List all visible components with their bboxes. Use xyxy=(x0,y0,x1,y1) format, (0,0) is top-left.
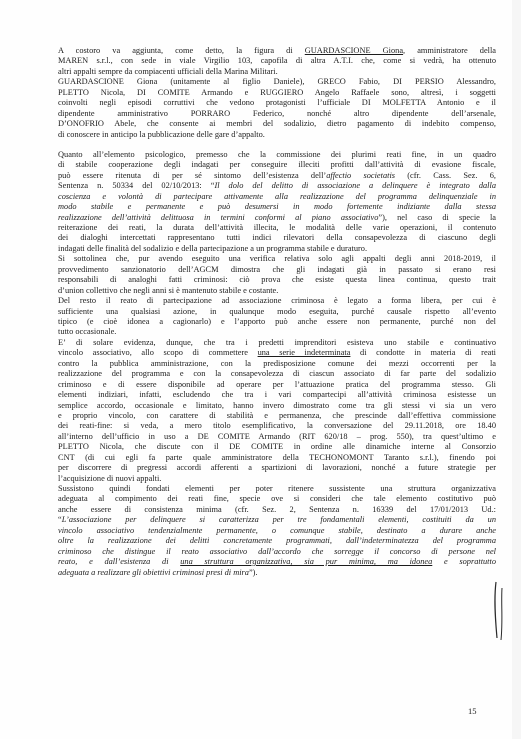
italic-text: affectio societatis xyxy=(326,170,396,180)
text-segment: Sussistono quindi fondati elementi per poter ritenere sussistente una struttura organizzativa xyxy=(58,484,496,494)
italic-text: L’associazione per delinquere si caratterizza per tre fondamentali elementi, costituiti da un xyxy=(61,515,496,525)
text-line xyxy=(58,77,496,87)
underlined-text: una serie indeterminata xyxy=(257,348,351,358)
underlined-text: una struttura organizzativa, sia pur minima, ma idonea xyxy=(180,557,433,567)
text-segment: MAREN s.r.l., con sede in viale Virgilio 103, capofila di altra A.T.I. che, come si vedrà, ha ottenuto xyxy=(58,56,496,66)
underlined-text: GUARDASCIONE Giona xyxy=(304,46,404,55)
text-segment: contro la pubblica amministrazione, con la predisposizione comune dei mezzi occorrenti per la xyxy=(58,358,496,368)
text-segment: D’ONOFRIO Abele, che consente ai membri del sodalizio, dietro pagamento di indebito compenso, xyxy=(58,119,496,129)
text-segment: anche essere di consistenza minima (cfr. Sez. 2, Sentenza n. 16339 del 17/01/2013 Ud.: xyxy=(58,504,496,514)
text-line xyxy=(58,213,496,223)
text-line xyxy=(58,98,496,108)
text-line xyxy=(58,150,496,160)
text-line xyxy=(58,275,496,285)
text-line xyxy=(58,568,496,578)
text-segment: (cfr. Cass. Sez. 6, xyxy=(395,170,496,180)
text-segment: di condotte in materia di reati xyxy=(350,348,496,358)
text-segment: tipico (e cioè idonea a cagionarlo) e l’apporto può anche essere non permanente, purché non del xyxy=(58,317,496,326)
text-segment: Si sottolinea che, pur avendo eseguito una verifica relativa solo agli appalti degli anni 2018-2019, il xyxy=(58,254,496,264)
text-segment: ”). xyxy=(248,567,258,577)
text-line xyxy=(58,67,496,77)
page-number: 15 xyxy=(468,706,477,716)
text-segment: realizzazione del programma e con la consapevolezza di ciascun associato di far parte del sodalizio xyxy=(58,369,496,379)
text-line xyxy=(58,348,496,358)
text-segment: E’ di solare evidenza, dunque, che tra i predetti imprenditori esisteva uno stabile e continuativo xyxy=(58,337,496,347)
text-line xyxy=(58,244,496,254)
italic-text: oltre la realizzazione dei delitti concretamente programmati, dall’indeterminatezza del programma xyxy=(58,536,496,546)
text-segment: responsabili di analoghi fatti criminosi: ciò prova che esiste questa linea continua, questo trait xyxy=(58,275,496,285)
text-line xyxy=(58,474,496,484)
text-line xyxy=(58,160,496,170)
text-line xyxy=(58,233,496,243)
text-line xyxy=(58,109,496,119)
text-line xyxy=(58,453,496,463)
text-segment: di stabile cooperazione degli indagati per conseguire illeciti profitti dall’attività di evasione fiscale, xyxy=(58,160,496,170)
text-segment: Sentenza n. 50334 del 02/10/2013: “ xyxy=(58,181,215,191)
text-line xyxy=(58,505,496,515)
text-line xyxy=(58,515,496,525)
text-segment: dei reati-fine: si veda, a mero titolo esemplificativo, la conversazione del 29.11.2018, ore 18.40 xyxy=(58,421,496,431)
text-line xyxy=(58,286,496,296)
text-line xyxy=(58,369,496,379)
italic-text: criminoso che distingue il reato associativo dall’accordo che sorregge il concorso di persone nel xyxy=(58,546,496,556)
text-line xyxy=(58,526,496,536)
document-body xyxy=(58,46,496,578)
text-line xyxy=(58,202,496,212)
text-segment: dipendente amministrativo PORRARO Federico, nonché altro dipendente dell’arsenale, xyxy=(58,108,496,118)
text-line xyxy=(58,380,496,390)
text-line xyxy=(58,296,496,306)
text-line xyxy=(58,432,496,442)
text-segment: d’union collettivo che negli anni si è mantenuto stabile e costante. xyxy=(58,285,279,295)
text-line xyxy=(58,56,496,66)
text-segment: ”), nel caso di specie la xyxy=(378,212,496,222)
text-line xyxy=(58,254,496,264)
text-line xyxy=(58,411,496,421)
text-segment: “ xyxy=(58,515,62,525)
italic-text: reato, e dall’esistenza di xyxy=(58,557,181,567)
text-line xyxy=(58,130,496,140)
text-segment: GUARDASCIONE Giona (unitamente al figlio Daniele), GRECO Fabio, DI PERSIO Alessandro, xyxy=(58,77,496,87)
text-line xyxy=(58,401,496,411)
text-line xyxy=(58,307,496,317)
text-line xyxy=(58,192,496,202)
text-segment: Del resto il reato di partecipazione ad associazione criminosa è legato a forma libera, per cui è xyxy=(58,296,496,306)
text-line xyxy=(58,390,496,400)
text-line xyxy=(58,327,496,337)
italic-text: vincolo associativo tendenzialmente permanente, o comunque stabile, destinato a durare anche xyxy=(58,525,496,535)
italic-text: Il dolo del delitto di associazione a delinquere è integrato dalla xyxy=(214,181,496,191)
text-segment: criminoso e di essere disponibile ad operare per l’attuazione pratica del programma stesso. Gli xyxy=(58,379,496,389)
text-segment: indagati delle finalità del sodalizio e della partecipazione a un programma stabile e duraturo. xyxy=(58,243,368,253)
text-segment: dei dialoghi intercettati rappresentano tutti indici rilevatori della consapevolezza di ciascuno degli xyxy=(58,233,496,243)
text-segment: Quanto all’elemento psicologico, premesso che la commissione dei plurimi reati fine, in un quadro xyxy=(58,149,496,159)
text-segment: all’interno dell’ufficio in uso a DE COMITE Armando (RIT 620/18 – prog. 550), tra quest’ultimo e xyxy=(58,431,496,441)
text-segment: PLETTO Nicola, che discute con il DE COMITE in ordine alle dinamiche interne al Consorzio xyxy=(58,442,496,452)
text-line xyxy=(58,536,496,546)
page-edge-shadow xyxy=(512,0,521,739)
text-line xyxy=(58,88,496,98)
text-segment: tutto occasionale. xyxy=(58,327,117,337)
italic-text: e soprattutto xyxy=(432,557,496,567)
text-line xyxy=(58,494,496,504)
text-segment: per discorrere di pregressi accordi afferenti a spartizioni di lavorazioni, nonché a future strategie per xyxy=(58,463,496,473)
text-segment: sufficiente una qualsiasi azione, in qualunque modo eseguita, purché causale rispetto all’evento xyxy=(58,306,496,316)
text-segment: , amministratore della xyxy=(403,46,496,55)
text-line xyxy=(58,317,496,327)
text-line xyxy=(58,557,496,567)
text-line xyxy=(58,46,496,56)
paragraph xyxy=(58,150,496,578)
text-segment: l’acquisizione di nuovi appalti. xyxy=(58,473,162,483)
text-segment: elementi indiziari, infatti, escludendo che tra i vari compartecipi all’attività criminosa esistesse un xyxy=(58,390,496,400)
text-line xyxy=(58,359,496,369)
italic-text: modo stabile e permanente e può desumersi in modo fortemente indiziante dalla stessa xyxy=(58,202,496,212)
text-line xyxy=(58,547,496,557)
italic-text: realizzazione dell’attività delittuosa in termini conformi al piano associativo xyxy=(58,212,379,222)
text-segment: e proprio vincolo, con carattere di stabilità e permanenza, che prescinde dall’effettiva commissione xyxy=(58,410,496,420)
text-line xyxy=(58,223,496,233)
text-line xyxy=(58,484,496,494)
text-segment: adeguata al compimento dei reati fine, specie ove si consideri che tale elemento costitutivo può xyxy=(58,494,496,504)
text-line xyxy=(58,181,496,191)
text-segment: provvedimento sanzionatorio dell’AGCM dimostra che gli indagati già in passato si erano resi xyxy=(58,264,496,274)
text-segment: CNT (di cui egli fa parte quale amministratore della TECHONOMONT Taranto s.r.l.), finendo poi xyxy=(58,452,496,462)
text-segment: di conoscere in anticipo la pubblicazione delle gare d’appalto. xyxy=(58,129,265,139)
italic-text: coscienza e volontà di partecipare attivamente alla realizzazione del programma delinquenziale in xyxy=(58,191,496,201)
text-segment: A costoro va aggiunta, come detto, la figura di xyxy=(58,46,305,55)
text-line xyxy=(58,119,496,129)
text-line xyxy=(58,463,496,473)
text-segment: coinvolti negli episodi corruttivi che vedono protagonisti l’ufficiale DI MOLFETTA Antonio e il xyxy=(58,98,496,108)
text-line xyxy=(58,171,496,181)
text-segment: semplice accordo, occasionale e limitato, hanno invero dimostrato come tra gli stessi vi sia un vero xyxy=(58,400,496,410)
italic-text: adeguata a realizzare gli obiettivi criminosi presi di mira xyxy=(58,567,249,577)
text-segment: reiterazione dei reati, la durata dell’attività illecita, le modalità delle varie operazioni, il contenuto xyxy=(58,223,496,233)
text-line xyxy=(58,265,496,275)
paragraph xyxy=(58,46,496,140)
text-segment: PLETTO Nicola, DI COMITE Armando e RUGGIERO Angelo Raffaele sono, altresì, i soggetti xyxy=(58,87,496,97)
handwritten-mark-icon xyxy=(486,580,510,642)
text-line xyxy=(58,338,496,348)
text-line xyxy=(58,442,496,452)
text-segment: vincolo associativo, allo scopo di commettere xyxy=(58,348,258,358)
text-segment: può essere ritenuta di per sé sintomo dell’esistenza dell’ xyxy=(58,170,327,180)
text-segment: altri appalti sempre da compiacenti ufficiali della Marina Militari. xyxy=(58,66,278,76)
text-line xyxy=(58,421,496,431)
